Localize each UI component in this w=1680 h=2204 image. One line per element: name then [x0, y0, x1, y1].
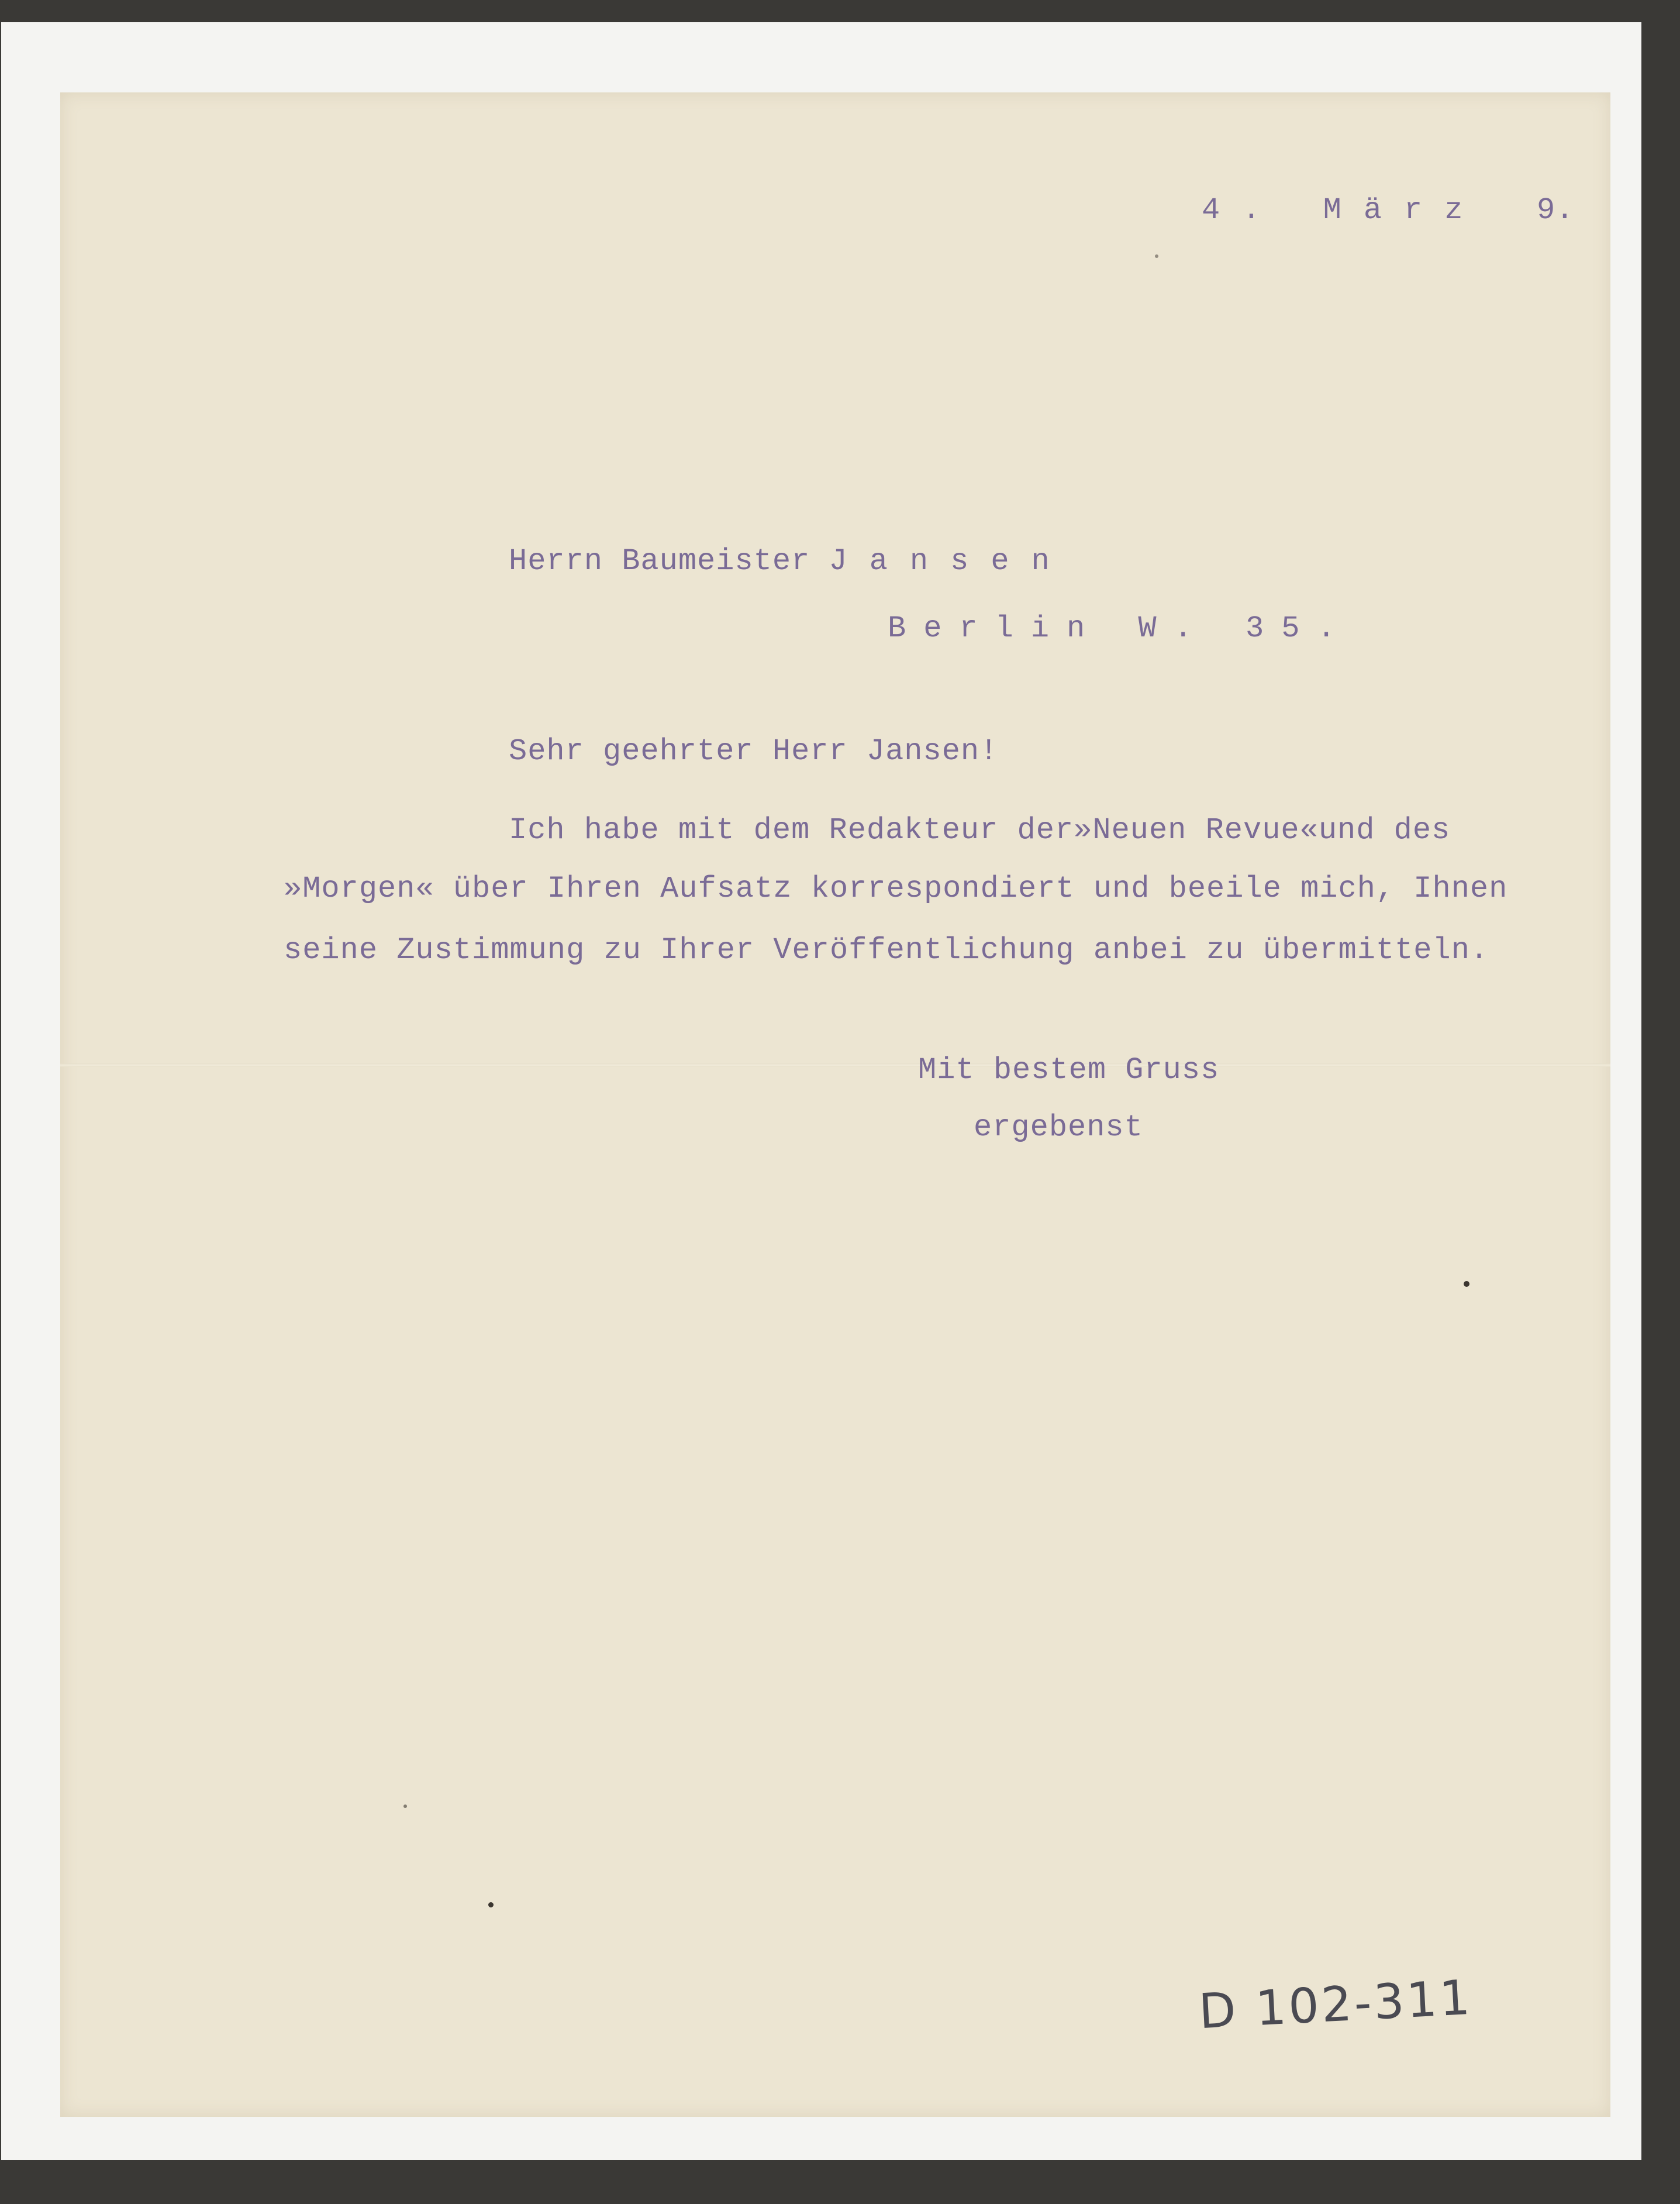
- body-line-2: »Morgen« über Ihren Aufsatz korrespondiert und beeile mich, Ihnen: [284, 872, 1508, 906]
- ink-speck: [488, 1902, 494, 1907]
- archive-number: D 102-311: [1197, 1969, 1474, 2040]
- letter-year: 9.: [1537, 193, 1575, 228]
- letter-date: 4. März: [1202, 193, 1485, 228]
- ink-speck: [1155, 254, 1158, 258]
- paper-fold-line: [60, 1063, 1610, 1067]
- salutation: Sehr geehrter Herr Jansen!: [509, 734, 999, 769]
- closing: Mit bestem Gruss: [918, 1053, 1220, 1087]
- recipient-title: Herrn Baumeister: [509, 544, 829, 578]
- recipient-line: [509, 544, 1072, 578]
- ink-speck: [1464, 1281, 1469, 1287]
- body-line-3: seine Zustimmung zu Ihrer Veröffentlichung anbei zu übermitteln.: [284, 933, 1489, 967]
- body-line-1: Ich habe mit dem Redakteur der»Neuen Revue«und des: [509, 813, 1451, 848]
- recipient-name: Jansen: [829, 544, 1072, 578]
- ink-speck: [403, 1804, 407, 1808]
- letter-sheet: [60, 92, 1610, 2117]
- signoff: ergebenst: [974, 1110, 1143, 1145]
- recipient-place: Berlin W. 35.: [888, 611, 1353, 646]
